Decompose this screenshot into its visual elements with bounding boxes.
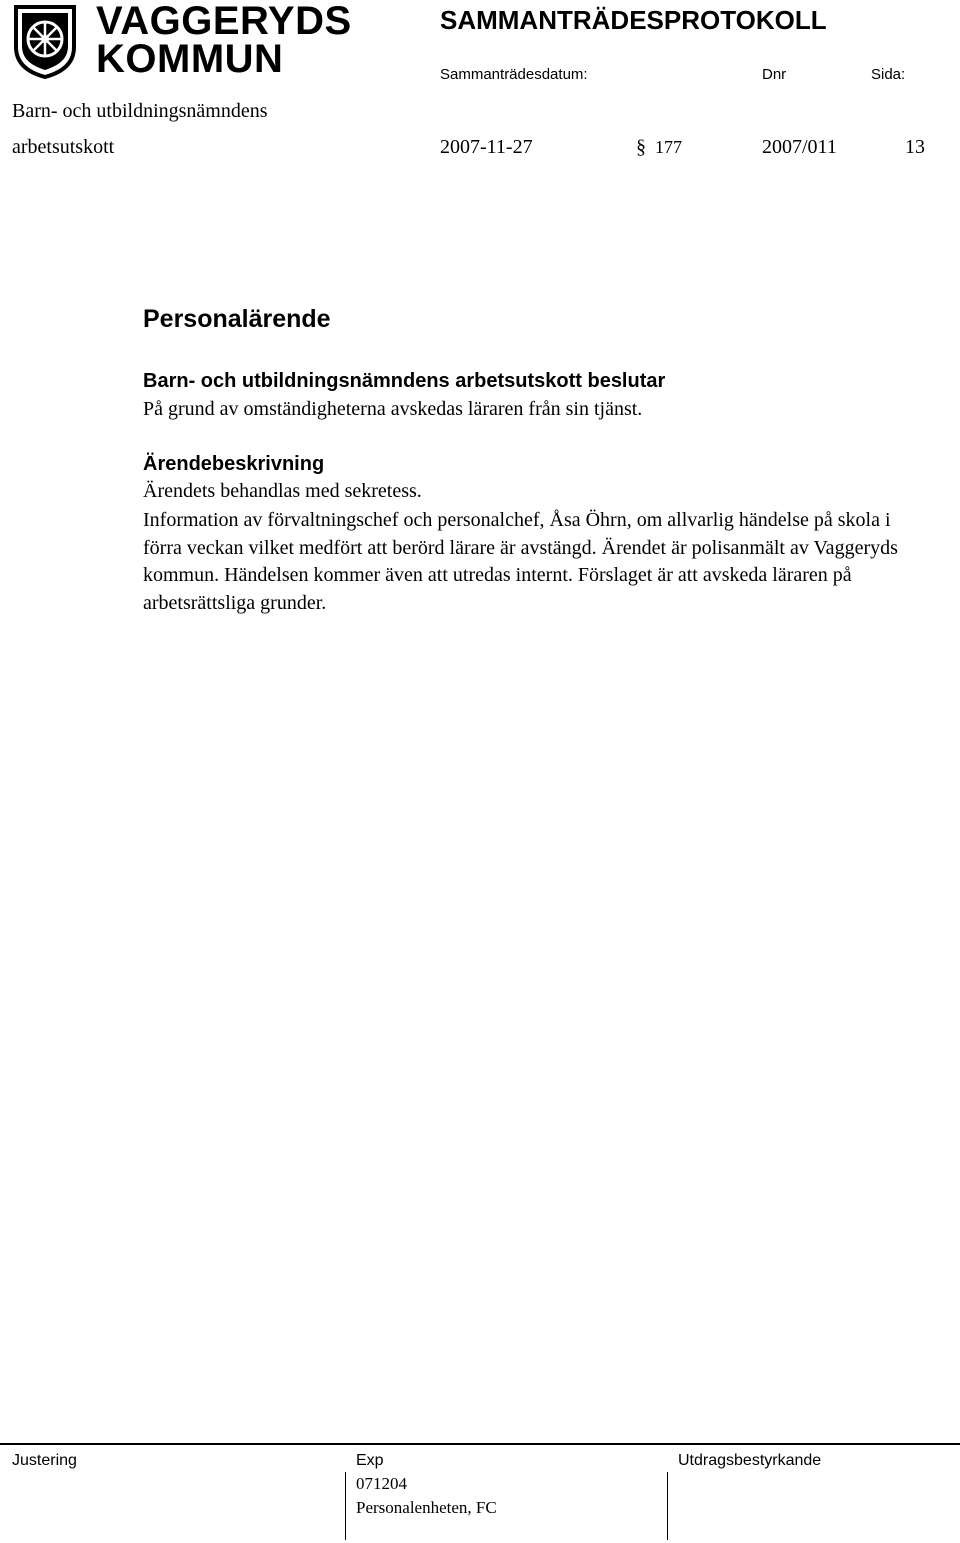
meeting-date-value: 2007-11-27 <box>440 136 533 158</box>
footer-exp-recipient: Personalenheten, FC <box>356 1498 497 1517</box>
meeting-date-label: Sammanträdesdatum: <box>440 66 588 83</box>
dnr-label: Dnr <box>762 66 787 83</box>
footer-column-separator-1 <box>345 1472 346 1540</box>
footer-utdrag-label: Utdragsbestyrkande <box>678 1452 822 1469</box>
municipality-emblem-icon <box>12 3 78 79</box>
committee-name-line2: arbetsutskott <box>12 136 115 158</box>
footer-exp-date: 071204 <box>356 1474 407 1493</box>
logo-line-2: KOMMUN <box>96 37 284 81</box>
document-title: SAMMANTRÄDESPROTOKOLL <box>440 5 827 35</box>
page-value: 13 <box>905 136 925 158</box>
dnr-value: 2007/011 <box>762 136 837 158</box>
page-label: Sida: <box>871 66 906 83</box>
footer-divider <box>0 1443 960 1445</box>
description-heading: Ärendebeskrivning <box>143 453 325 475</box>
footer-exp-label: Exp <box>356 1452 384 1469</box>
case-title: Personalärende <box>143 305 331 333</box>
description-confidentiality: Ärendets behandlas med sekretess. <box>143 480 422 502</box>
decision-heading: Barn- och utbildningsnämndens arbetsutskott beslutar <box>143 370 666 392</box>
paragraph-number-value: 177 <box>655 137 682 157</box>
logo-line-1: VAGGERYDS <box>96 0 352 43</box>
footer-column-separator-2 <box>667 1472 668 1540</box>
committee-name-line1: Barn- och utbildningsnämndens <box>12 100 268 122</box>
municipality-logo-text <box>96 0 352 81</box>
decision-text: På grund av omständigheterna avskedas läraren från sin tjänst. <box>143 398 643 420</box>
description-paragraph: Information av förvaltningschef och personalchef, Åsa Öhrn, om allvarlig händelse på skola i förra veckan vilket medfört att berörd lärare är avstängd. Ärendet är polisanmält av Vaggeryds kommun. Händelsen kommer även att utredas internt. Förslaget är att avskeda läraren på arbetsrättsliga grunder. <box>143 509 898 614</box>
footer-justering-label: Justering <box>12 1452 77 1469</box>
paragraph-number <box>636 136 682 159</box>
paragraph-symbol: § <box>636 136 646 158</box>
